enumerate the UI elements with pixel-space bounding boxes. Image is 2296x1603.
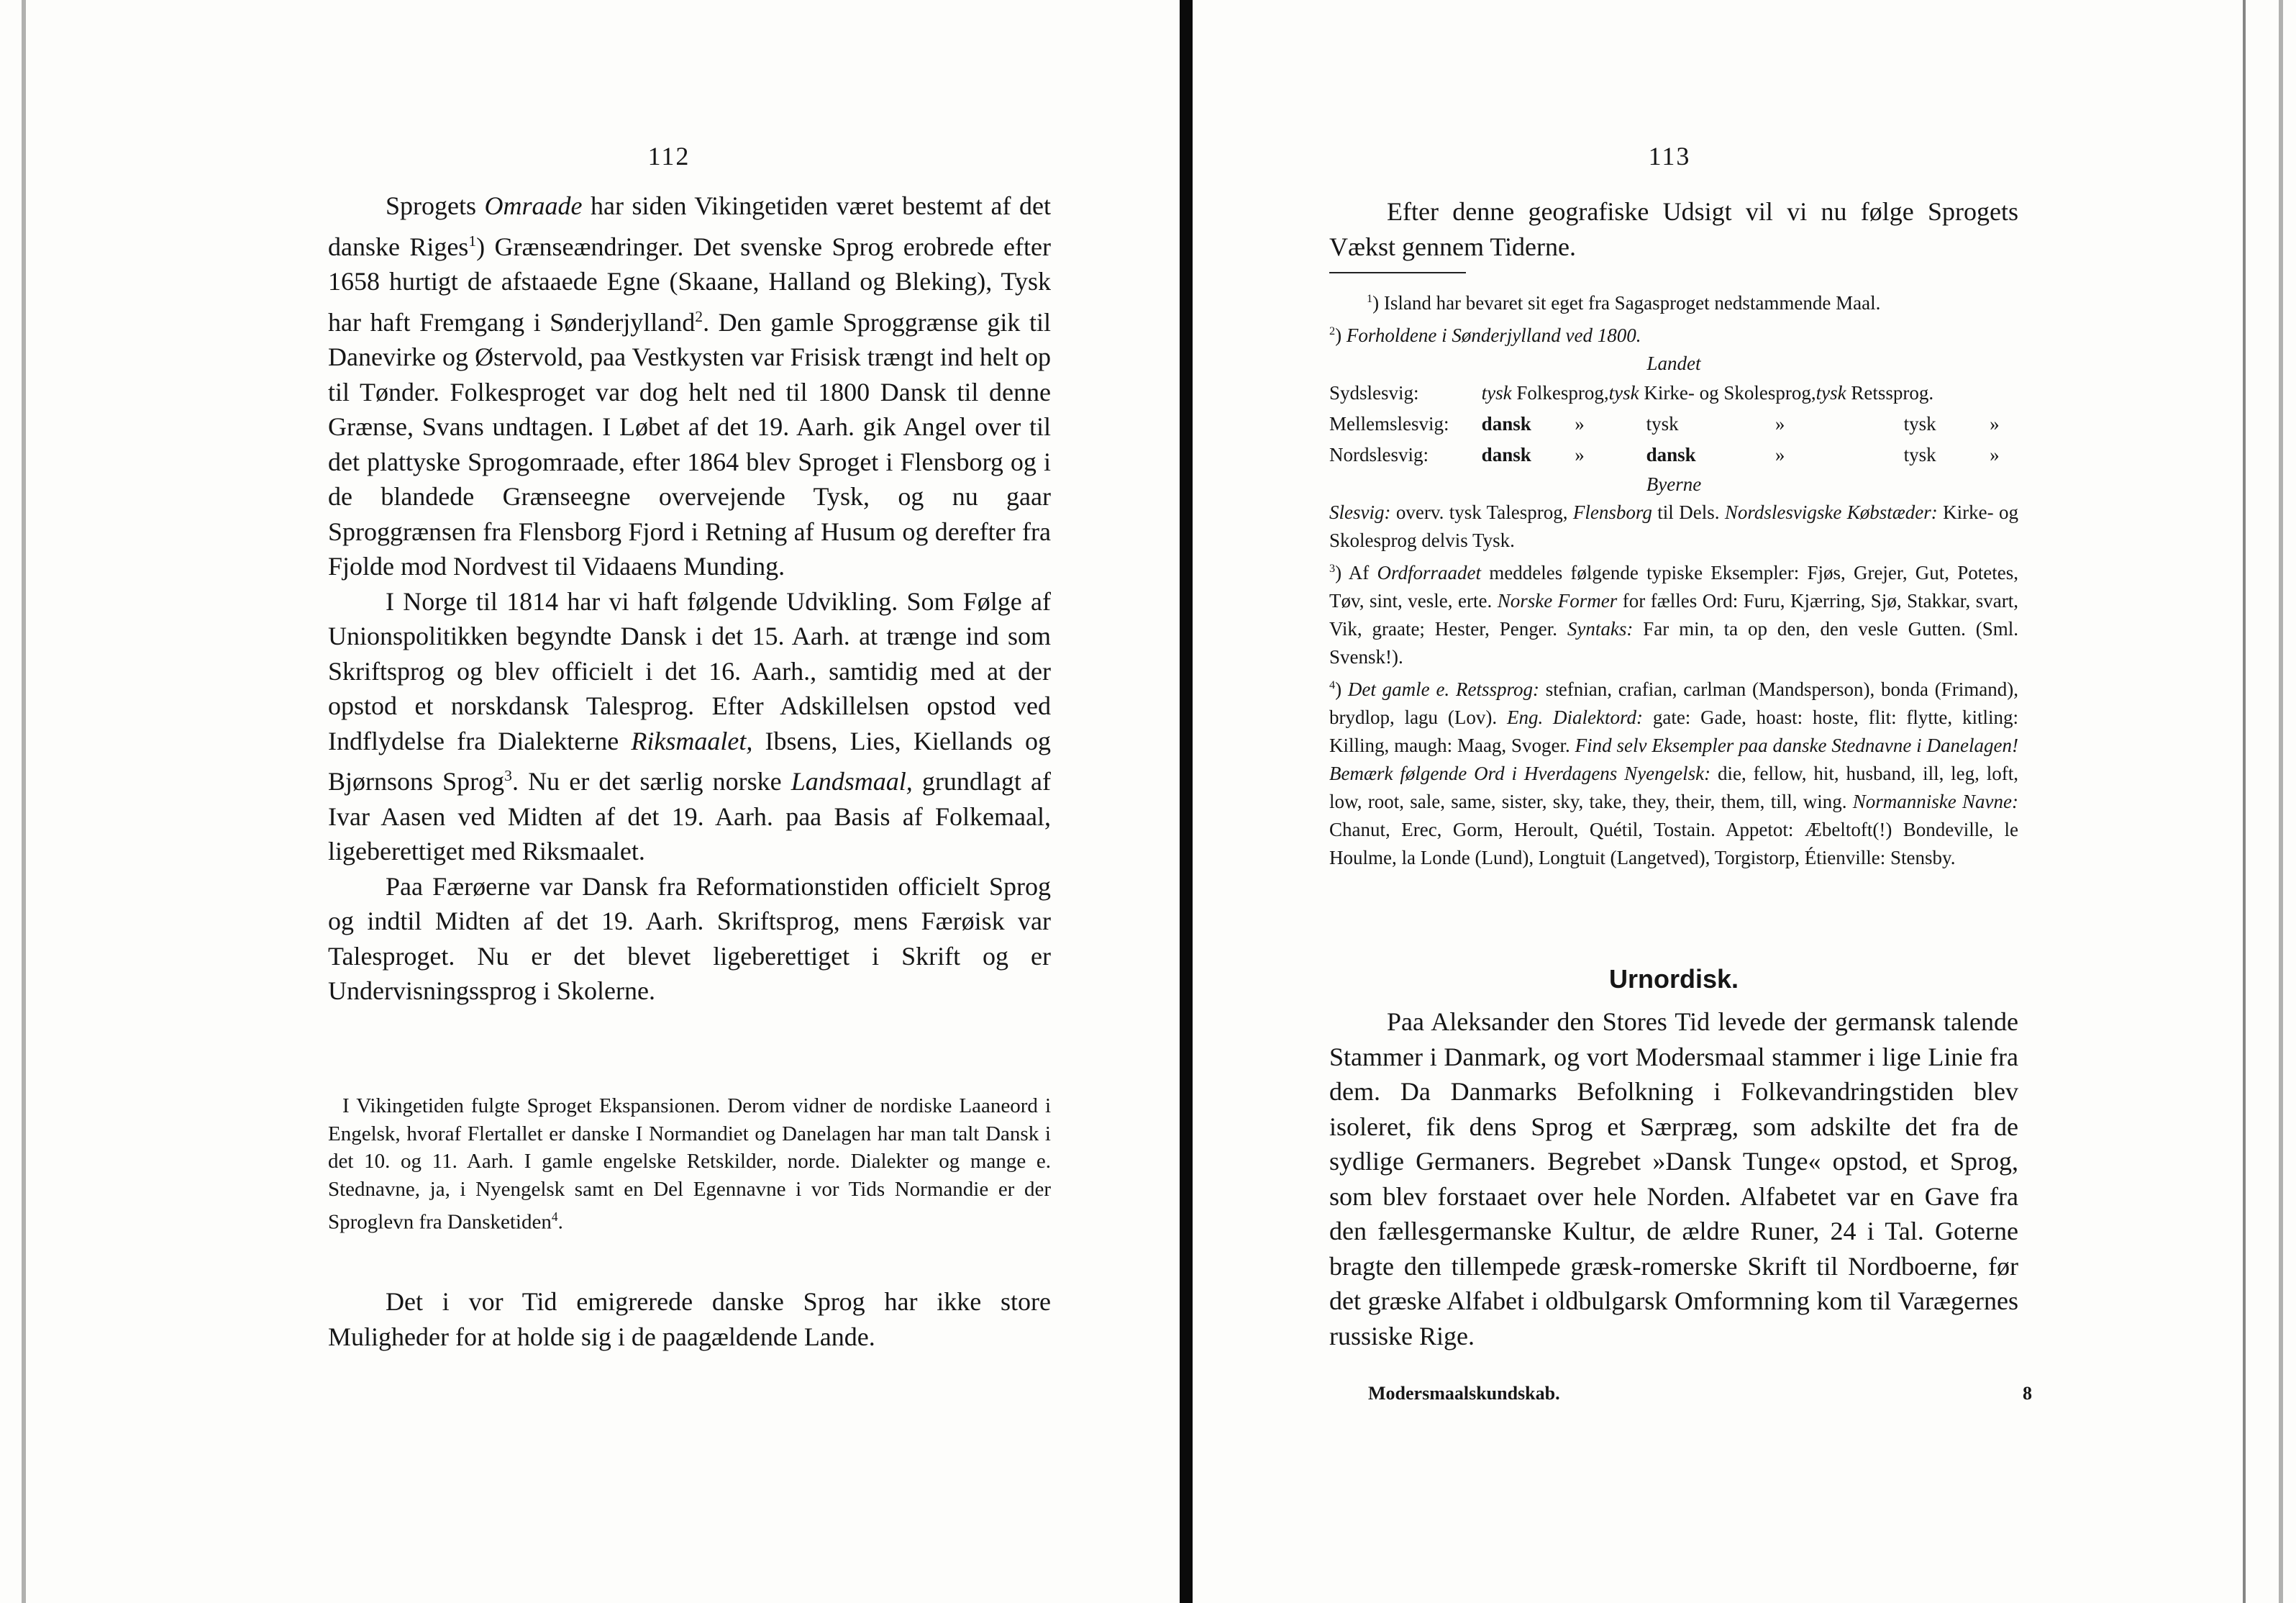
table-cell: Nordslesvig:	[1329, 444, 1429, 466]
table-cell: dansk	[1481, 444, 1531, 466]
paragraph-omraade	[328, 189, 1051, 584]
page-edge-shadow	[2279, 0, 2283, 1603]
right-body	[1329, 1004, 2018, 1353]
table-cell: »	[1775, 413, 1785, 435]
text-run: har siden Vikingetiden været bestemt af det danske Riges	[328, 191, 1051, 261]
text-run: ) Grænseændringer. Det svenske Sprog erobrede efter 1658 hurtigt de afstaaede Egne (Skaane, Halland og Bleking), Tysk har haft Fremgang i Sønderjylland	[328, 232, 1051, 337]
footnote-1	[1329, 285, 2018, 317]
page-edge-shadow	[22, 0, 26, 1603]
paragraph-faeroerne	[328, 869, 1051, 1009]
italic-run: Eng. Dialektord:	[1506, 707, 1643, 728]
table-cell: »	[1990, 444, 2000, 466]
italic-run: Riksmaalet,	[631, 726, 753, 755]
italic-run: Find selv Eksempler paa danske Stednavne i Danelagen! Bemærk følgende Ord i Hverdagens Nyengelsk:	[1329, 735, 2018, 784]
italic-run: Landsmaal,	[791, 767, 913, 796]
table-cell: dansk	[1646, 444, 1696, 466]
table-cell-run: tysk	[1816, 382, 1846, 404]
signature-title: Modersmaalskundskab.	[1368, 1383, 1560, 1404]
page-number-left: 112	[647, 142, 691, 171]
table-row	[1329, 378, 2018, 409]
text-run: . Nu er det særlig norske	[511, 767, 791, 796]
footnote-marker: 2	[1329, 324, 1336, 337]
italic-run: Forholdene i Sønderjylland ved 1800.	[1346, 324, 1641, 346]
left-small-paragraph	[328, 1092, 1051, 1236]
text-run: Chanut, Erec, Gorm, Heroult, Quétil, Tostain. Appetot: Æbeltoft(!) Bondeville, le Houlme, la Londe (Lund), Longtuit (Langetved), Torgistorp, Étienville: Stensby.	[1329, 819, 2018, 868]
paragraph-urnordisk	[1329, 1004, 2018, 1353]
table-caption-byerne: Byerne	[1646, 473, 1702, 495]
table-cell: dansk	[1481, 413, 1531, 435]
table-row	[1329, 440, 2018, 471]
text-run: overv. tysk Talesprog,	[1390, 501, 1573, 523]
text-run: I Vikingetiden fulgte Sproget Ekspansionen. Derom vidner de nordiske Laaneord i Engelsk, hvoraf Flertallet er danske I Normandiet og Danelagen har man talt Dansk i det 10. og 11. Aarh. I gamle engelske Retskilder, norde. Dialekter og mange e. Stednavne, ja, i Nyengelsk samt en Del Egennavne i vor Tids Normandie er der Sproglevn fra Dansketiden	[328, 1094, 1051, 1234]
table-cell: Sydslesvig:	[1329, 382, 1419, 404]
table-cell: tysk	[1903, 444, 1936, 466]
towns-text	[1329, 499, 2018, 555]
italic-run: Normanniske Navne:	[1852, 791, 2018, 812]
text-run: ) Af	[1335, 562, 1377, 583]
text-run: Paa Aleksander den Stores Tid levede der germansk talende Stammer i Danmark, og vort Modersmaal stammer i lige Linie fra dem. Da Danmarks Befolkning i Folkevandringstiden blev isoleret, fik dens Sprog et Særpræg, som adskilte det fra de sydlige Germaners. Begrebet »Dansk Tunge« opstod, et Sprog, som blev forstaaet over hele Norden. Alfabetet var en Gave fra den fællesgermanske Kultur, de ældre Runer, 24 i Tal. Goterne bragte den tillempede græsk-romerske Skrift til Nordboerne, før det græske Alfabet i oldbulgarsk Omformning kom til Varægernes russiske Rige.	[1329, 1007, 2018, 1350]
signature-number: 8	[2023, 1383, 2032, 1404]
text-run: . Den gamle Sproggrænse gik til Danevirke og Østervold, paa Vestkysten var Frisisk trængt ind helt op til Tønder. Folkesproget var dog helt ned til 1800 Dansk til denne Grænse, Svans undtagen. I Løbet af det 19. Aarh. gik Angel over til det plattyske Sprogomraade, efter 1864 blev Sproget i Flensborg og i de blandede Grænseegne overvejende Tysk, og nu gaar Sproggrænsen fra Flensborg Fjord i Retning af Husum og derefter fra Fjolde mod Nordvest til Vidaaens Munding.	[328, 307, 1051, 581]
text-run: Det i vor Tid emigrerede danske Sprog har ikke store Muligheder for at holde sig i de paagældende Lande.	[328, 1287, 1051, 1351]
right-intro	[1329, 194, 2018, 264]
text-run: die, fellow, hit, husband, ill, leg, loft, low, root, sale, same, sister, sky, take, they, their, them, till, wing.	[1329, 763, 2019, 812]
paragraph-vikingetiden	[328, 1092, 1051, 1236]
footnote-4	[1329, 671, 2018, 872]
table-cell-run: Retssprog.	[1846, 382, 1934, 404]
text-run: )	[1335, 678, 1348, 700]
text-run: Far min, ta op den, den vesle Gutten. (Sml. Svensk!).	[1329, 618, 2019, 668]
italic-run: Nordslesvigske Købstæder:	[1724, 501, 1938, 523]
text-run: grundlagt af Ivar Aasen ved Midten af det 19. Aarh. paa Basis af Folkemaal, ligeberettiget med Riksmaalet.	[328, 767, 1051, 866]
table-cell: »	[1990, 413, 2000, 435]
footnote-marker: 1	[468, 232, 477, 250]
text-run: til Dels.	[1652, 501, 1725, 523]
italic-run: Slesvig:	[1329, 501, 1391, 523]
paragraph-emigrerede	[328, 1284, 1051, 1354]
text-run: Ibsens, Lies, Kiellands og Bjørnsons Sprog	[328, 726, 1051, 796]
table-cell: tysk	[1903, 413, 1936, 435]
left-closing	[328, 1284, 1051, 1354]
table-cell: tysk	[1646, 413, 1679, 435]
left-body	[328, 189, 1051, 1009]
footnote-marker: 4	[1329, 678, 1336, 691]
footnote-marker: 4	[551, 1209, 558, 1224]
footnote-2-heading	[1329, 317, 2018, 350]
text-run: stefnian, crafian, carlman (Mandsperson), bonda (Frimand), brydlop, lagu (Lov).	[1329, 678, 2018, 728]
text-run: I Norge til 1814 har vi haft følgende Udvikling. Som Følge af Unionspolitikken begyndte Dansk i det 15. Aarh. at trænge ind som Skriftsprog og blev officielt i det 16. Aarh., samtidig med at der opstod et norskdansk Talesprog. Efter Adskillelsen opstod ved Indflydelse fra Dialekterne	[328, 586, 1051, 755]
text-run: Sprogets	[386, 191, 485, 220]
italic-run: Det gamle e. Retssprog:	[1347, 678, 1539, 700]
page-edge-shadow	[2243, 0, 2246, 1603]
paragraph-norge	[328, 584, 1051, 869]
right-page	[1193, 0, 2296, 1603]
table-cell: Mellemslesvig:	[1329, 413, 1449, 435]
italic-run: Flensborg	[1572, 501, 1652, 523]
footnote-3	[1329, 555, 2018, 671]
footnote-marker: 3	[504, 767, 512, 784]
text-run: ) Island har bevaret sit eget fra Sagasproget nedstammende Maal.	[1372, 292, 1881, 314]
footnote-marker: 2	[695, 307, 703, 325]
table-cell-run: tysk	[1481, 382, 1512, 404]
paragraph-intro	[1329, 194, 2018, 264]
table-cell-run: tysk	[1608, 382, 1639, 404]
footnote-separator	[1329, 272, 1466, 273]
page-number-right: 113	[1648, 142, 1691, 171]
table-row	[1329, 409, 2018, 440]
table-caption-landet: Landet	[1646, 353, 1701, 374]
table-cell: »	[1575, 413, 1585, 435]
table-cell	[1482, 378, 2018, 409]
italic-run: Norske Former	[1497, 590, 1618, 612]
text-run: gate: Gade, hoast: hoste, flit: flytte, kitling: Killing, maugh: Maag, Svoger.	[1329, 707, 2018, 756]
text-run: .	[557, 1210, 563, 1234]
table-cell-run: Kirke- og Skolesprog,	[1639, 382, 1816, 404]
language-table	[1329, 378, 2018, 471]
italic-run: Ordforraadet	[1377, 562, 1482, 583]
italic-run: Syntaks:	[1567, 618, 1634, 640]
footnotes	[1329, 285, 2018, 872]
table-cell-run: Folkesprog,	[1511, 382, 1609, 404]
text-run: )	[1335, 324, 1347, 346]
italic-run: Omraade	[484, 191, 583, 220]
text-run: Efter denne geografiske Udsigt vil vi nu følge Sprogets Vækst gennem Tiderne.	[1329, 197, 2018, 261]
text-run: meddeles følgende typiske Eksempler: Fjøs, Grejer, Gut, Potetes, Tøv, sint, vesle, erte.	[1329, 562, 2018, 612]
text-run: Paa Færøerne var Dansk fra Reformationstiden officielt Sprog og indtil Midten af det 19. Aarh. Skriftsprog, mens Færøisk var Talesproget. Nu er det blevet ligeberettiget i Skrift og er Undervisningssprog i Skolerne.	[328, 871, 1051, 1005]
footnote-marker: 1	[1367, 292, 1373, 305]
text-run: for fælles Ord: Furu, Kjærring, Sjø, Stakkar, svart, Vik, graate; Hester, Penger.	[1329, 590, 2018, 640]
table-cell: »	[1575, 444, 1585, 466]
text-run: Kirke- og Skolesprog delvis Tysk.	[1329, 501, 2019, 551]
section-heading: Urnordisk.	[1608, 964, 1739, 994]
footnote-marker: 3	[1329, 562, 1336, 575]
table-cell: »	[1775, 444, 1785, 466]
